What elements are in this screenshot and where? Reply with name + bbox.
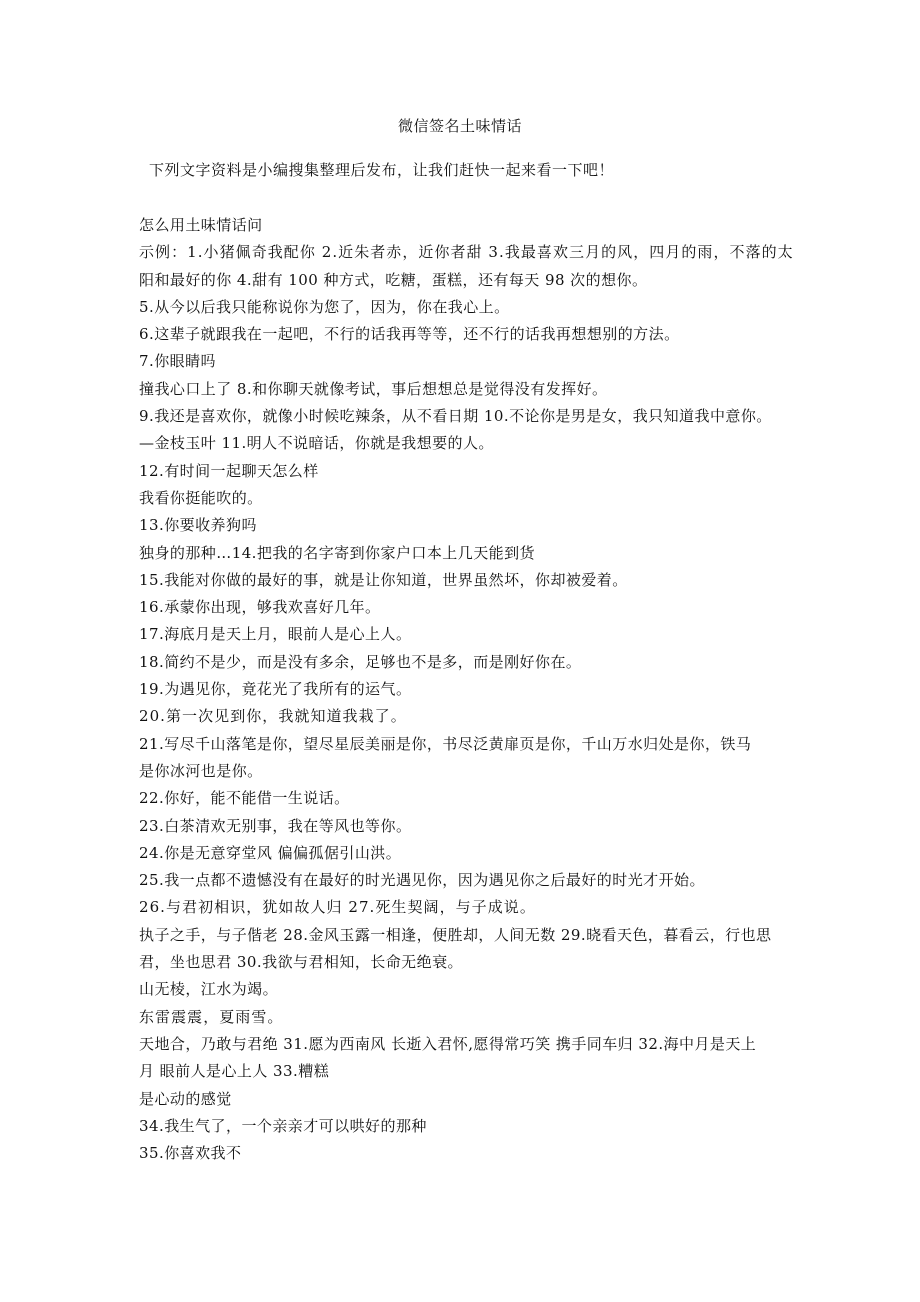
- text-line: 18.简约不是少，而是没有多余，足够也不是多，而是刚好你在。: [139, 652, 582, 671]
- text-line: 24.你是无意穿堂风 偏偏孤倨引山洪。: [139, 843, 402, 862]
- text-line: 25.我一点都不遗憾没有在最好的时光遇见你，因为遇见你之后最好的时光才开始。: [139, 871, 705, 890]
- text-line: 执子之手，与子偕老 28.金风玉露一相逢，便胜却，人间无数 29.晓看天色，暮看云，行也思: [139, 925, 772, 944]
- text-line: 19.为遇见你，竟花光了我所有的运气。: [139, 680, 412, 699]
- text-line: 22.你好，能不能借一生说话。: [139, 789, 350, 808]
- text-line: 我看你挺能吹的。: [139, 488, 263, 507]
- text-line: 是你冰河也是你。: [139, 761, 263, 780]
- document-body: [139, 212, 804, 1167]
- text-line: —金枝玉叶 11.明人不说暗话，你就是我想要的人。: [139, 434, 494, 453]
- document-title: 微信签名土味情话: [397, 117, 522, 135]
- text-line: 20.第一次见到你，我就知道我栽了。: [139, 707, 407, 726]
- document-intro: 下列文字资料是小编搜集整理后发布，让我们赶快一起来看一下吧！: [149, 161, 615, 179]
- text-line: 独身的那种…14.把我的名字寄到你家户口本上几天能到货: [139, 543, 536, 562]
- text-line: 15.我能对你做的最好的事，就是让你知道，世界虽然坏，你却被爱着。: [139, 570, 628, 589]
- text-line: 6.这辈子就跟我在一起吧，不行的话我再等等，还不行的话我再想想别的方法。: [139, 325, 680, 344]
- text-line: 山无棱，江水为竭。: [139, 980, 279, 999]
- text-line: 12.有时间一起聊天怎么样: [139, 461, 319, 480]
- text-line: 君，坐也思君 30.我欲与君相知，长命无绝衰。: [139, 953, 463, 972]
- text-line: 怎么用土味情话问: [139, 216, 263, 234]
- text-line: 13.你要收养狗吗: [139, 516, 257, 535]
- text-line: 16.承蒙你出现，够我欢喜好几年。: [139, 598, 381, 617]
- text-line: 23.白茶清欢无别事，我在等风也等你。: [139, 816, 412, 835]
- text-line: 34.我生气了，一个亲亲才可以哄好的那种: [139, 1116, 427, 1135]
- text-line: 7.你眼睛吗: [139, 352, 217, 371]
- text-line: 撞我心口上了 8.和你聊天就像考试，事后想想总是觉得没有发挥好。: [139, 379, 608, 398]
- text-line: 17.海底月是天上月，眼前人是心上人。: [139, 625, 412, 644]
- text-line: 示例：1.小猪佩奇我配你 2.近朱者赤，近你者甜 3.我最喜欢三月的风，四月的雨，不落的太: [139, 243, 794, 262]
- text-line: 天地合，乃敢与君绝 31.愿为西南风 长逝入君怀,愿得常巧笑 携手同车归 32.海中月是天上: [139, 1034, 757, 1053]
- text-line: 东雷震震，夏雨雪。: [139, 1007, 284, 1026]
- text-line: 9.我还是喜欢你，就像小时候吃辣条，从不看日期 10.不论你是男是女，我只知道我中意你。: [139, 407, 772, 426]
- text-line: 月 眼前人是心上人 33.糟糕: [139, 1062, 330, 1081]
- text-line: 26.与君初相识，犹如故人归 27.死生契阔，与子成说。: [139, 898, 536, 917]
- text-line: 21.写尽千山落笔是你，望尽星辰美丽是你，书尽泛黄扉页是你，千山万水归处是你，铁马: [139, 734, 752, 753]
- text-line: 是心动的感觉: [139, 1089, 232, 1108]
- text-line: 5.从今以后我只能称说你为您了，因为，你在我心上。: [139, 297, 510, 316]
- text-line: 阳和最好的你 4.甜有 100 种方式，吃糖，蛋糕，还有每天 98 次的想你。: [139, 270, 648, 289]
- text-line: 35.你喜欢我不: [139, 1144, 242, 1163]
